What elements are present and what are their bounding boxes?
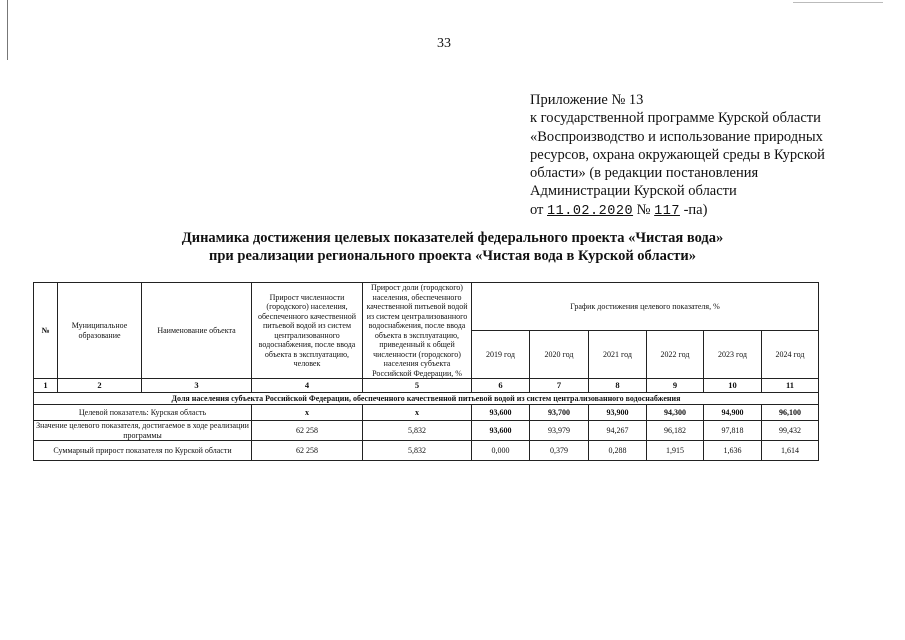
annex-line-3: «Воспроизводство и использование природных [530, 128, 823, 145]
cell-year-value: 96,100 [762, 405, 819, 421]
document-title [120, 229, 785, 265]
column-number: 1 [34, 379, 58, 393]
scan-top-line [793, 2, 883, 3]
column-number: 9 [647, 379, 704, 393]
row-label: Значение целевого показателя, достигаемое в ходе реализации программы [34, 421, 252, 441]
cell-year-value: 1,614 [762, 441, 819, 461]
cell-share-growth: 5,832 [363, 441, 472, 461]
table-row [34, 441, 819, 461]
cell-year-value: 94,900 [704, 405, 762, 421]
cell-year-value: 93,600 [472, 421, 530, 441]
cell-population-growth: 62 258 [252, 421, 363, 441]
section-title: Доля населения субъекта Российской Федерации, обеспеченного качественной питьевой водой из систем централизованного водоснабжения [34, 393, 819, 405]
column-number: 11 [762, 379, 819, 393]
annex-line-5: области» (в редакции постановления [530, 165, 759, 182]
column-number: 4 [252, 379, 363, 393]
annex-line-1: Приложение № 13 [530, 92, 644, 108]
header-share-growth: Прирост доли (городского) населения, обеспеченного качественной питьевой водой из систем централизованного водоснабжения, после ввода объекта в эксплуатацию, приведенный к общей численности (городского) населения субъекта Российской Федерации, % [363, 283, 472, 379]
scan-edge-line [7, 0, 8, 60]
column-number: 5 [363, 379, 472, 393]
cell-year-value: 0,000 [472, 441, 530, 461]
table-row [34, 405, 819, 421]
header-year: 2022 год [647, 331, 704, 379]
cell-share-growth: 5,832 [363, 421, 472, 441]
row-label: Целевой показатель: Курская область [34, 405, 252, 421]
page-number: 33 [437, 36, 451, 51]
cell-year-value: 93,979 [530, 421, 589, 441]
title-line-1: Динамика достижения целевых показателей федерального проекта «Чистая вода» [181, 230, 724, 246]
cell-year-value: 93,700 [530, 405, 589, 421]
annex-line-4: ресурсов, охрана окружающей среды в Курской [530, 146, 825, 163]
date-prefix: от [530, 201, 548, 218]
column-number: 10 [704, 379, 762, 393]
cell-year-value: 1,915 [647, 441, 704, 461]
column-number: 6 [472, 379, 530, 393]
column-number: 8 [589, 379, 647, 393]
header-object-name: Наименование объекта [142, 283, 252, 379]
cell-share-growth: х [363, 405, 472, 421]
cell-year-value: 94,300 [647, 405, 704, 421]
header-number: № [34, 283, 58, 379]
cell-year-value: 99,432 [762, 421, 819, 441]
column-number: 3 [142, 379, 252, 393]
indicator-table [33, 282, 819, 461]
annex-line-2: к государственной программе Курской области [530, 110, 821, 127]
cell-year-value: 93,900 [589, 405, 647, 421]
annex-block [530, 91, 890, 221]
header-year: 2024 год [762, 331, 819, 379]
header-population-growth: Прирост численности (городского) населения, обеспеченного качественной питьевой водой из систем централизованного водоснабжения, после ввода объекта в эксплуатацию, человек [252, 283, 363, 379]
number-prefix: № [633, 201, 655, 218]
cell-year-value: 0,288 [589, 441, 647, 461]
cell-year-value: 93,600 [472, 405, 530, 421]
header-year: 2023 год [704, 331, 762, 379]
annex-number: 117 [654, 203, 680, 219]
column-number-row [34, 379, 819, 393]
row-label: Суммарный прирост показателя по Курской области [34, 441, 252, 461]
cell-population-growth: 62 258 [252, 441, 363, 461]
header-municipality: Муниципальное образование [58, 283, 142, 379]
table-header-row [34, 283, 819, 331]
annex-line-6: Администрации Курской области [530, 183, 737, 200]
column-number: 7 [530, 379, 589, 393]
annex-date: 11.02.2020 [547, 203, 634, 219]
header-year: 2021 год [589, 331, 647, 379]
section-row [34, 393, 819, 405]
header-schedule: График достижения целевого показателя, % [472, 283, 819, 331]
annex-date-line [530, 201, 890, 221]
cell-year-value: 96,182 [647, 421, 704, 441]
cell-year-value: 97,818 [704, 421, 762, 441]
cell-year-value: 0,379 [530, 441, 589, 461]
cell-population-growth: х [252, 405, 363, 421]
number-suffix: -па) [679, 201, 708, 218]
table-row [34, 421, 819, 441]
header-year: 2020 год [530, 331, 589, 379]
cell-year-value: 94,267 [589, 421, 647, 441]
header-year: 2019 год [472, 331, 530, 379]
cell-year-value: 1,636 [704, 441, 762, 461]
title-line-2: при реализации регионального проекта «Чистая вода в Курской области» [208, 248, 696, 264]
column-number: 2 [58, 379, 142, 393]
